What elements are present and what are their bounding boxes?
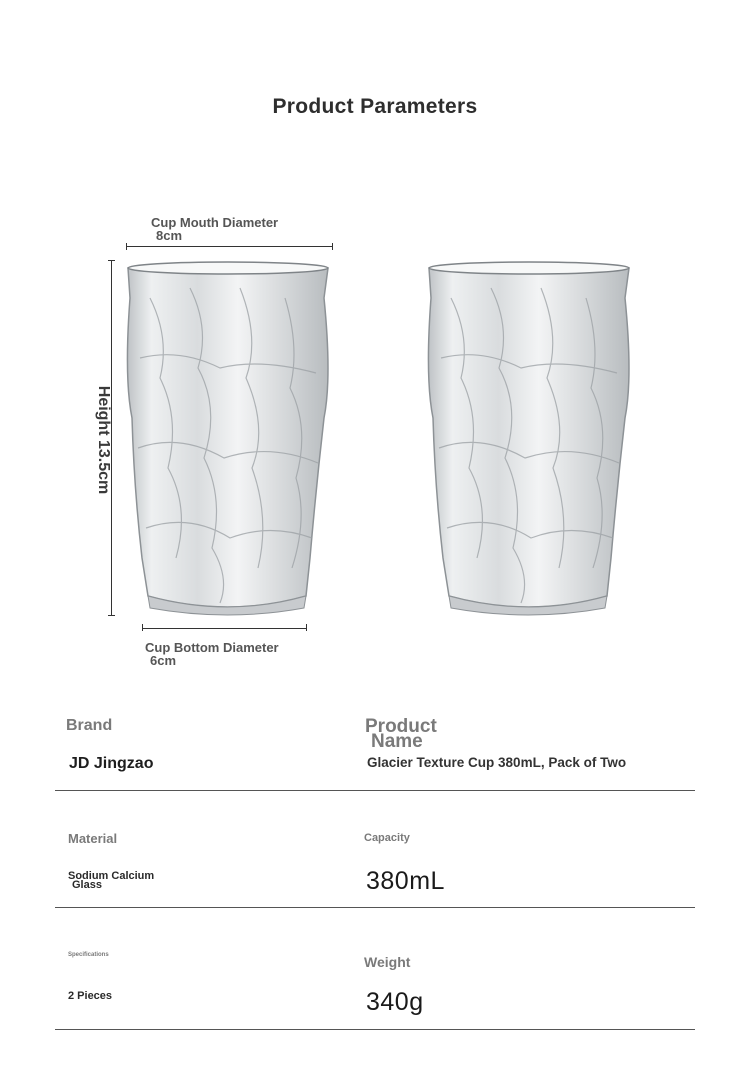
mouth-dimension-line: [126, 246, 333, 247]
brand-value: JD Jingzao: [69, 755, 154, 772]
height-tick-top: [108, 260, 115, 261]
capacity-label: Capacity: [364, 832, 410, 844]
mouth-tick-left: [126, 243, 127, 250]
height-tick-bottom: [108, 615, 115, 616]
bottom-diameter-label: Cup Bottom Diameter: [145, 640, 279, 655]
glacier-glass-cup-left: [120, 258, 336, 620]
weight-value: 340g: [366, 988, 424, 1016]
bottom-tick-right: [306, 624, 307, 631]
capacity-value: 380mL: [366, 867, 445, 895]
bottom-dimension-line: [142, 628, 307, 629]
bottom-tick-left: [142, 624, 143, 631]
product-name-value: Glacier Texture Cup 380mL, Pack of Two: [367, 755, 627, 770]
row-divider-2: [55, 907, 695, 908]
mouth-diameter-value: 8cm: [156, 228, 183, 243]
brand-label: Brand: [66, 717, 113, 734]
bottom-diameter-value: 6cm: [150, 653, 177, 668]
material-value-line2: Glass: [72, 879, 102, 891]
row-divider-1: [55, 790, 695, 791]
height-label: Height 13.5cm: [95, 385, 112, 495]
specifications-value: 2 Pieces: [68, 990, 113, 1002]
page-title: Product Parameters: [272, 95, 478, 118]
mouth-diameter-label: Cup Mouth Diameter: [151, 215, 279, 230]
weight-label: Weight: [364, 954, 411, 970]
row-divider-3: [55, 1029, 695, 1030]
product-name-label-line2: Name: [371, 731, 423, 752]
product-name-label-line1: Product: [365, 716, 437, 737]
glacier-glass-cup-right: [421, 258, 637, 620]
material-value-line1: Sodium Calcium: [68, 870, 155, 882]
material-label: Material: [68, 831, 118, 846]
mouth-tick-right: [332, 243, 333, 250]
specifications-label: Specifications: [68, 952, 109, 958]
